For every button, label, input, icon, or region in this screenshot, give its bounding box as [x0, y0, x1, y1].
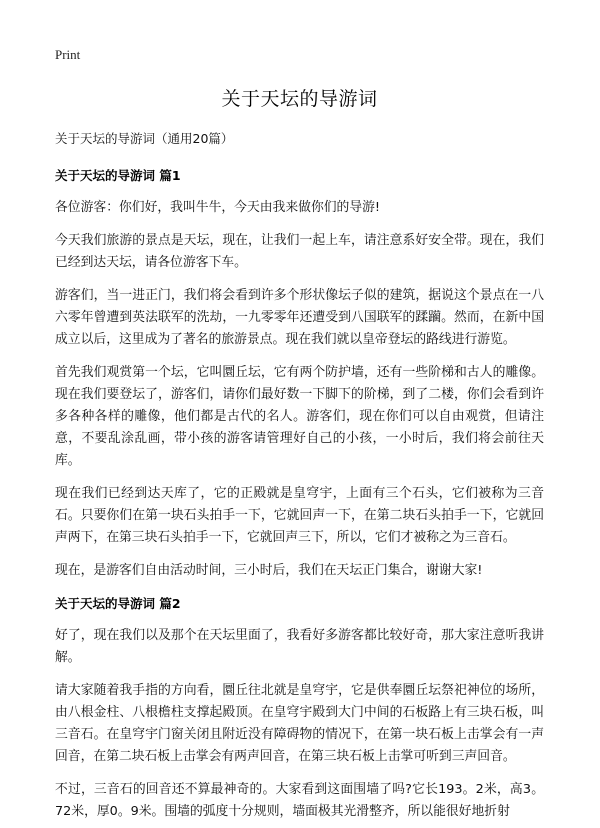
paragraph: 首先我们观赏第一个坛，它叫圜丘坛，它有两个防护墙，还有一些阶梯和古人的雕像。现在我们要登坛了，游客们，请你们最好数一下脚下的阶梯，到了二楼，你们会看到许多各种各样的雕像，他们都是古代的名人。游客们，现在你们可以自由观赏，但请注意，不要乱涂乱画，带小孩的游客请管理好自己的小孩，一小时后，我们将会前往天库。 — [55, 365, 544, 468]
print-link[interactable]: Print — [55, 47, 81, 62]
page-title: 关于天坛的导游词 — [221, 88, 378, 110]
paragraph: 今天我们旅游的景点是天坛，现在，让我们一起上车，请注意系好安全带。现在，我们已经到达天坛，请各位游客下车。 — [55, 233, 544, 270]
document-subtitle: 关于天坛的导游词（通用20篇） — [55, 131, 234, 146]
section-2 — [55, 594, 544, 823]
paragraph: 现在我们已经到达天库了，它的正殿就是皇穹宇，上面有三个石头，它们被称为三音石。只要你们在第一块石头拍手一下，它就回声一下，在第二块石头拍手一下，它就回声两下，在第三块石头拍手一下，它就回声三下，所以，它们才被称之为三音石。 — [55, 486, 544, 545]
paragraph: 各位游客：你们好，我叫牛牛，今天由我来做你们的导游! — [55, 200, 381, 215]
paragraph: 现在，是游客们自由活动时间，三小时后，我们在天坛正门集合，谢谢大家! — [55, 563, 483, 578]
section-heading: 关于天坛的导游词 篇2 — [55, 596, 181, 611]
paragraph: 请大家随着我手指的方向看，圜丘往北就是皇穹宇，它是供奉圜丘坛祭祀神位的场所，由八根金柱、八根檐柱支撑起殿顶。在皇穹宇殿到大门中间的石板路上有三块石板，叫三音石。在皇穹宇门窗关闭且附近没有障碍物的情况下，在第一块石板上击掌会有一声回音，在第二块石板上击掌会有两声回音，在第三块石板上击掌可听到三声回音。 — [55, 683, 544, 764]
section-heading: 关于天坛的导游词 篇1 — [55, 168, 181, 183]
paragraph: 游客们，当一进正门，我们将会看到许多个形状像坛子似的建筑，据说这个景点在一八六零年曾遭到英法联军的洗劫，一九零零年还遭受到八国联军的蹂躏。然而，在新中国成立以后，这里成为了著名的旅游景点。现在我们就以皇帝登坛的路线进行游览。 — [55, 288, 544, 347]
section-1 — [55, 166, 544, 582]
paragraph: 好了，现在我们以及那个在天坛里面了，我看好多游客都比较好奇，那大家注意听我讲解。 — [55, 628, 544, 665]
paragraph: 不过，三音石的回音还不算最神奇的。大家看到这面围墙了吗?它长193。2米，高3。72米，厚0。9米。围墙的弧度十分规则，墙面极其光滑整齐，所以能很好地折射 — [55, 782, 544, 819]
